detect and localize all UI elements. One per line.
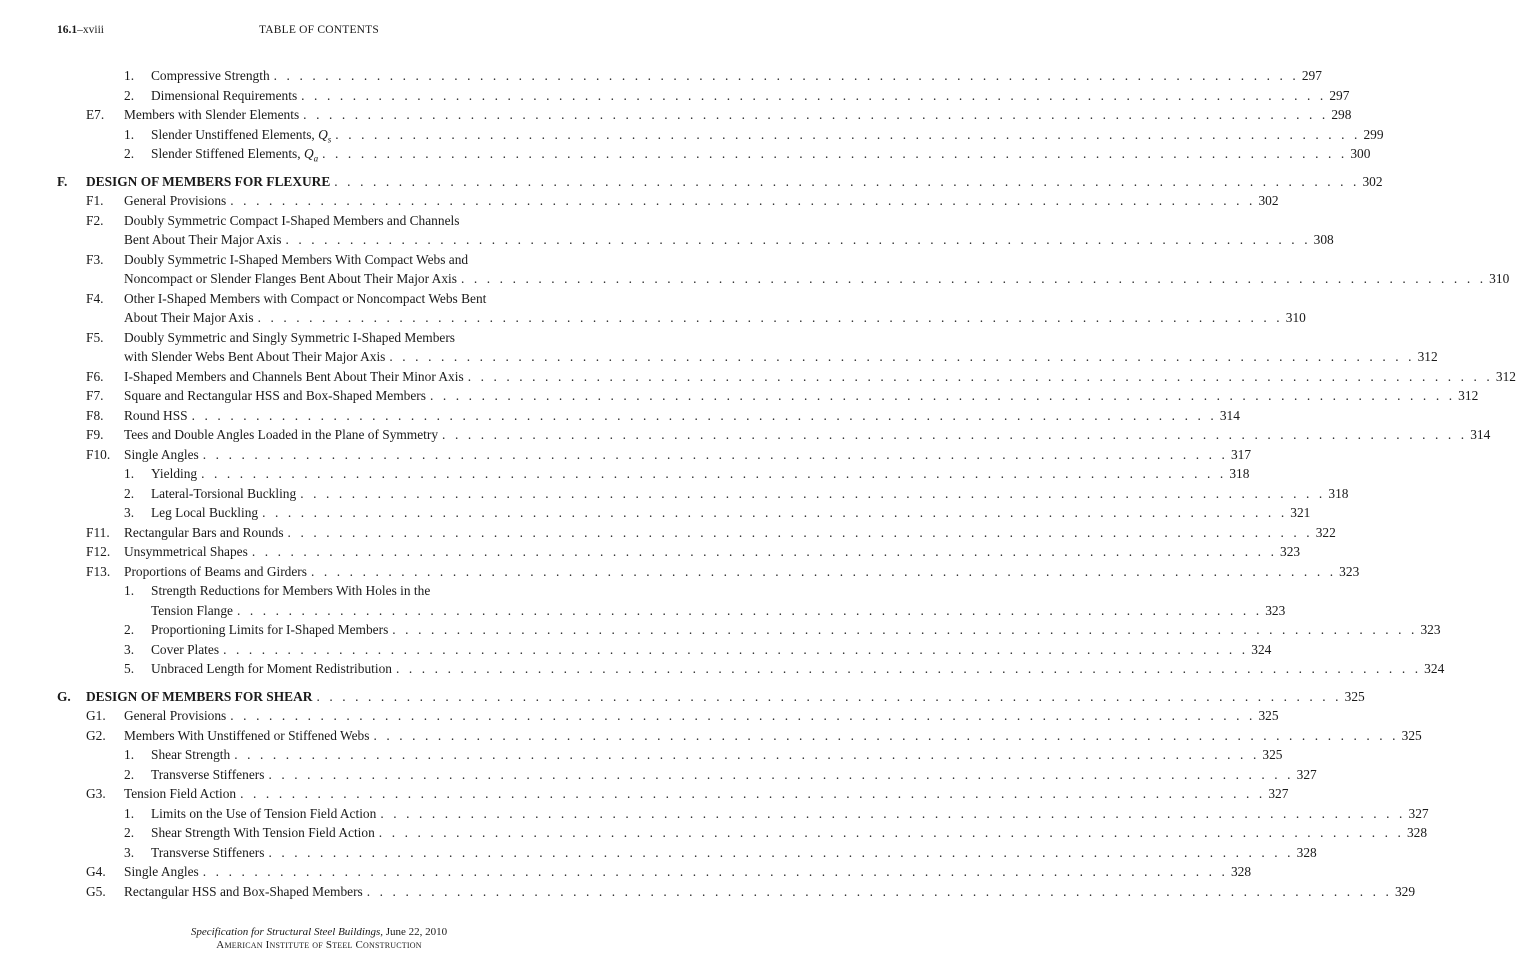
toc-entry-number: 2.	[124, 485, 135, 501]
toc-entry-body	[124, 250, 472, 270]
toc-entry-page: 300	[1350, 146, 1371, 161]
toc-entry-title-text: Strength Reductions for Members With Holes in the	[151, 583, 431, 598]
toc-entry	[0, 862, 1252, 882]
toc-entry-number: F6.	[86, 368, 104, 384]
toc-entry-page: 323	[1420, 622, 1441, 637]
toc-entry-page: 321	[1290, 505, 1311, 520]
toc-entry-title-text: Noncompact or Slender Flanges Bent About Their Major Axis	[124, 271, 457, 286]
toc-entry-title-text: Bent About Their Major Axis	[124, 232, 282, 247]
toc-entry-number: F13.	[86, 563, 111, 579]
toc-entry-number: 2.	[124, 87, 135, 103]
toc-entry-page: 328	[1296, 844, 1317, 860]
toc-entry-number: F9.	[86, 427, 104, 442]
toc-entry	[0, 581, 638, 601]
toc-entry-page: 310	[1285, 310, 1306, 325]
toc-entry-page: 314	[1470, 427, 1491, 442]
dot-leader: . . . . . . . . . . . . . . . . . . . . . . . . . . . . . . . . . . . . . . . . . . . . . . . . . . . . . . . . . . . . . . . . . . . . . . . . . . . . . . . .	[442, 427, 1468, 442]
toc-entry-number: 1.	[124, 805, 135, 821]
toc-entry-body	[124, 542, 1301, 562]
spec-title: Specification for Structural Steel Buildings,	[190, 926, 383, 938]
toc-entry-page: 322	[1315, 524, 1336, 540]
toc-entry-body	[124, 425, 1491, 445]
toc-entry-number: F11.	[86, 524, 110, 540]
toc-entry-page: 312	[1417, 349, 1438, 364]
organization-name: American Institute of Steel Construction	[216, 939, 422, 951]
toc-entry	[0, 745, 1283, 765]
toc-entry-title-text: Doubly Symmetric Compact I-Shaped Members and Channels	[124, 212, 460, 228]
toc-entry-title-text: About Their Major Axis	[124, 310, 254, 325]
toc-entry-title	[124, 211, 463, 231]
toc-entry-title	[124, 191, 230, 211]
toc-entry-title	[124, 347, 389, 367]
toc-entry-title	[151, 659, 396, 679]
toc-entry-body	[124, 230, 1334, 250]
toc-entry-number: G3.	[86, 786, 106, 801]
toc-entry	[0, 425, 1491, 445]
dot-leader: . . . . . . . . . . . . . . . . . . . . . . . . . . . . . . . . . . . . . . . . . . . . . . . . . . . . . . . . . . . . . . . . . . . . . . . . . . . . . . . .	[373, 727, 1399, 743]
dot-leader: . . . . . . . . . . . . . . . . . . . . . . . . . . . . . . . . . . . . . . . . . . . . . . . . . . . . . . . . . . . . . . . . . . . . . . . . . . . . . . . .	[223, 641, 1249, 657]
toc-entry-symbol: Q	[303, 146, 314, 161]
toc-entry-number: 5.	[124, 661, 135, 676]
toc-entry-title-text: Single Angles	[124, 864, 199, 879]
toc-entry-body	[151, 66, 1322, 86]
toc-entry-number: F7.	[86, 388, 104, 403]
toc-entry-title	[124, 542, 252, 562]
toc-entry	[0, 230, 1334, 250]
page-number: 16.1–xviii	[57, 24, 104, 36]
toc-entry-title	[124, 706, 230, 726]
toc-entry	[0, 144, 1371, 164]
toc-entry-body	[124, 784, 1289, 804]
spec-date: June 22, 2010	[383, 926, 448, 938]
toc-entry-number: 2.	[124, 766, 135, 782]
toc-entry	[0, 484, 1349, 504]
toc-entry	[0, 269, 1510, 289]
toc-entry-title	[124, 882, 367, 902]
toc-entry	[0, 726, 1422, 746]
toc-entry-title	[151, 843, 268, 863]
toc-entry-title	[151, 464, 201, 484]
toc-entry-title-text: Members With Unstiffened or Stiffened Webs	[124, 727, 370, 743]
toc-entry	[0, 620, 1441, 640]
toc-entry-number: F.	[57, 173, 68, 189]
toc-entry-title	[124, 862, 203, 882]
toc-entry-page: 324	[1251, 641, 1272, 657]
toc-entry-body	[151, 86, 1350, 106]
toc-entry-title-text: Transverse Stiffeners	[151, 844, 265, 860]
toc-entry-title-text: Yielding	[151, 466, 198, 481]
toc-entry-body	[124, 882, 1416, 902]
dot-leader: . . . . . . . . . . . . . . . . . . . . . . . . . . . . . . . . . . . . . . . . . . . . . . . . . . . . . . . . . . . . . . . . . . . . . . . . . . . . . . . .	[322, 146, 1348, 161]
toc-entry	[0, 542, 1301, 562]
toc-entry-page: 325	[1344, 688, 1365, 704]
toc-entry-title	[151, 765, 268, 785]
toc-entry-title	[124, 784, 240, 804]
toc-entry-title-text: Slender Unstiffened Elements,	[151, 126, 319, 142]
toc-entry-body	[124, 706, 1279, 726]
toc-entry-title	[124, 269, 461, 289]
toc-entry-title	[124, 308, 258, 328]
toc-entry	[0, 784, 1289, 804]
dot-leader: . . . . . . . . . . . . . . . . . . . . . . . . . . . . . . . . . . . . . . . . . . . . . . . . . . . . . . . . . . . . . . . . . . . . . . . . . . . . . . . .	[395, 661, 1422, 676]
toc-entry-title	[124, 445, 203, 465]
toc-entry-page: 323	[1265, 602, 1286, 618]
toc-entry	[0, 706, 1279, 726]
toc-entry-body	[151, 144, 1371, 169]
dot-leader: . . . . . . . . . . . . . . . . . . . . . . . . . . . . . . . . . . . . . . . . . . . . . . . . . . . . . . . . . . . . . . . . . . . . . . . . . . . . . . . .	[237, 602, 1263, 618]
toc-entry-title-text: DESIGN OF MEMBERS FOR FLEXURE	[86, 173, 331, 189]
toc-entry-body	[124, 445, 1252, 465]
toc-entry-title	[124, 386, 430, 406]
toc-entry-title	[151, 620, 392, 640]
toc-entry-body	[151, 601, 1286, 621]
toc-entry-title-text: Tension Flange	[151, 602, 233, 618]
toc-entry	[0, 464, 1250, 484]
toc-entry-title-text: Doubly Symmetric and Singly Symmetric I-Shaped Members	[124, 329, 455, 345]
toc-entry-title-text: Square and Rectangular HSS and Box-Shaped Members	[124, 388, 426, 403]
toc-entry-title-text: Transverse Stiffeners	[151, 766, 265, 782]
toc-entry-title	[151, 66, 274, 86]
toc-entry-number: G2.	[86, 727, 106, 743]
toc-entry-title-text: Shear Strength With Tension Field Action	[151, 825, 375, 840]
toc-entry-body	[151, 484, 1349, 504]
toc-entry-page: 327	[1408, 805, 1429, 821]
toc-entry-page: 314	[1219, 407, 1240, 423]
toc-entry-page: 317	[1230, 446, 1252, 462]
dot-leader: . . . . . . . . . . . . . . . . . . . . . . . . . . . . . . . . . . . . . . . . . . . . . . . . . . . . . . . . . . . . . . . . . . . . . . . . . . . . . . . .	[262, 505, 1288, 520]
dot-leader: . . . . . . . . . . . . . . . . . . . . . . . . . . . . . . . . . . . . . . . . . . . . . . . . . . . . . . . . . . . . . . . . . . . . . . . . . . . . . . . .	[268, 844, 1294, 860]
toc-entry-page: 302	[1258, 193, 1279, 208]
toc-entry-body	[124, 726, 1422, 746]
toc-entry-title	[151, 86, 301, 106]
toc-entry	[0, 562, 1360, 582]
toc-entry-number: 1.	[124, 466, 135, 481]
toc-entry-body	[124, 562, 1360, 582]
dot-leader: . . . . . . . . . . . . . . . . . . . . . . . . . . . . . . . . . . . . . . . . . . . . . . . . . . . . . . . . . . . . . . . . . . . . . . . . . . . . . . . .	[334, 173, 1360, 189]
toc-entry-body	[124, 386, 1479, 406]
toc-entry-number: G5.	[86, 883, 106, 899]
dot-leader: . . . . . . . . . . . . . . . . . . . . . . . . . . . . . . . . . . . . . . . . . . . . . . . . . . . . . . . . . . . . . . . . . . . . . . . . . . . . . . . .	[230, 708, 1256, 723]
dot-leader: . . . . . . . . . . . . . . . . . . . . . . . . . . . . . . . . . . . . . . . . . . . . . . . . . . . . . . . . . . . . . . . . . . . . . . . . . . . . . . . .	[268, 766, 1294, 782]
dot-leader: . . . . . . . . . . . . . . . . . . . . . . . . . . . . . . . . . . . . . . . . . . . . . . . . . . . . . . . . . . . . . . . . . . . . . . . . . . . . . . . .	[301, 87, 1327, 103]
toc-entry-body	[124, 347, 1438, 367]
toc-entry-number: 2.	[124, 146, 135, 161]
toc-entry-page: 318	[1229, 466, 1250, 481]
toc-entry-number: 1.	[124, 747, 135, 762]
toc-entry	[0, 882, 1416, 902]
toc-entry-body	[124, 523, 1336, 543]
toc-entry-body	[151, 581, 434, 601]
toc-entry-title-text: Rectangular HSS and Box-Shaped Members	[124, 883, 363, 899]
toc-entry-number: 2.	[124, 825, 135, 840]
toc-entry-title-text: Tees and Double Angles Loaded in the Plane of Symmetry	[124, 427, 439, 442]
toc-entry-body	[124, 289, 490, 309]
toc-entry	[0, 328, 638, 348]
toc-entry-number: F10.	[86, 446, 111, 462]
toc-entry	[0, 601, 1286, 621]
toc-entry-page: 298	[1331, 107, 1352, 122]
dot-leader: . . . . . . . . . . . . . . . . . . . . . . . . . . . . . . . . . . . . . . . . . . . . . . . . . . . . . . . . . . . . . . . . . . . . . . . . . . . . . . . .	[191, 407, 1217, 423]
toc-entry-number: 2.	[124, 622, 135, 637]
toc-entry-body	[151, 659, 1445, 679]
toc-entry-title	[124, 105, 303, 125]
toc-entry-number: 1.	[124, 68, 135, 83]
toc-entry-symbol: Q	[318, 126, 328, 142]
toc-entry-title	[151, 144, 322, 169]
toc-entry-body	[151, 464, 1250, 484]
toc-entry	[0, 172, 1383, 192]
toc-entry-title	[124, 328, 459, 348]
toc-entry-title	[124, 289, 490, 309]
dot-leader: . . . . . . . . . . . . . . . . . . . . . . . . . . . . . . . . . . . . . . . . . . . . . . . . . . . . . . . . . . . . . . . . . . . . . . . . . . . . . . . .	[378, 825, 1404, 840]
toc-entry-page: 323	[1280, 544, 1301, 559]
toc-entry-number: G1.	[86, 708, 106, 723]
toc-entry-title	[151, 484, 300, 504]
toc-entry-subscript: a	[313, 153, 319, 164]
toc-entry-page: 325	[1258, 708, 1279, 723]
toc-entry-page: 297	[1301, 68, 1322, 83]
toc-entry-title	[124, 425, 442, 445]
toc-entry-body	[151, 640, 1272, 660]
toc-entry-title	[151, 503, 262, 523]
toc-entry-title	[151, 640, 223, 660]
toc-entry-title-text: Leg Local Buckling	[151, 505, 259, 520]
toc-entry-body	[124, 367, 1516, 387]
toc-entry-page: 328	[1230, 864, 1252, 879]
toc-entry-body	[124, 308, 1306, 328]
toc-entry-page: 297	[1329, 87, 1350, 103]
toc-entry	[0, 503, 1311, 523]
toc-entry	[0, 191, 1279, 211]
toc-entry-number: 3.	[124, 505, 135, 520]
toc-entry-body	[124, 862, 1252, 882]
toc-entry-number: E7.	[86, 107, 105, 122]
toc-entry	[0, 823, 1428, 843]
table-of-contents	[0, 66, 1516, 901]
toc-entry-title-text: Other I-Shaped Members with Compact or Noncompact Webs Bent	[124, 290, 487, 306]
toc-entry-title	[151, 745, 234, 765]
toc-entry-body	[151, 804, 1429, 824]
toc-entry-body	[151, 823, 1428, 843]
toc-entry-body	[151, 620, 1441, 640]
dot-leader: . . . . . . . . . . . . . . . . . . . . . . . . . . . . . . . . . . . . . . . . . . . . . . . . . . . . . . . . . . . . . . . . . . . . . . . . . . . . . . . .	[273, 68, 1299, 83]
dot-leader: . . . . . . . . . . . . . . . . . . . . . . . . . . . . . . . . . . . . . . . . . . . . . . . . . . . . . . . . . . . . . . . . . . . . . . . . . . . . . . . .	[310, 563, 1337, 579]
toc-entry-number: F4.	[86, 290, 104, 306]
toc-entry-title-text: Shear Strength	[151, 747, 231, 762]
toc-entry-number: G4.	[86, 864, 106, 879]
dot-leader: . . . . . . . . . . . . . . . . . . . . . . . . . . . . . . . . . . . . . . . . . . . . . . . . . . . . . . . . . . . . . . . . . . . . . . . . . . . . . . . .	[366, 883, 1392, 899]
toc-entry-title	[151, 804, 380, 824]
toc-entry-title-text: Cover Plates	[151, 641, 220, 657]
toc-entry-body	[151, 503, 1311, 523]
toc-entry-title	[124, 726, 373, 746]
toc-entry-title-text: Proportions of Beams and Girders	[124, 563, 307, 579]
toc-entry-page: 328	[1406, 825, 1428, 840]
toc-entry-title-text: Rectangular Bars and Rounds	[124, 524, 284, 540]
dot-leader: . . . . . . . . . . . . . . . . . . . . . . . . . . . . . . . . . . . . . . . . . . . . . . . . . . . . . . . . . . . . . . . . . . . . . . . . . . . . . . . .	[202, 446, 1228, 462]
toc-entry-title-text: I-Shaped Members and Channels Bent About Their Minor Axis	[124, 368, 464, 384]
toc-entry-page: 324	[1424, 661, 1445, 676]
dot-leader: . . . . . . . . . . . . . . . . . . . . . . . . . . . . . . . . . . . . . . . . . . . . . . . . . . . . . . . . . . . . . . . . . . . . . . . . . . . . . . . .	[285, 232, 1311, 247]
toc-entry-number: 1.	[124, 583, 135, 598]
toc-entry	[0, 250, 638, 270]
toc-entry-page: 310	[1489, 271, 1510, 286]
toc-entry-page: 323	[1339, 563, 1360, 579]
dot-leader: . . . . . . . . . . . . . . . . . . . . . . . . . . . . . . . . . . . . . . . . . . . . . . . . . . . . . . . . . . . . . . . . . . . . . . . . . . . . . . . .	[240, 786, 1266, 801]
toc-entry-title-text: Dimensional Requirements	[151, 87, 298, 103]
toc-entry	[0, 659, 1445, 679]
toc-entry	[0, 66, 1322, 86]
toc-entry-title	[151, 823, 379, 843]
toc-entry-page: 299	[1363, 126, 1384, 142]
toc-entry-number: 3.	[124, 641, 135, 657]
toc-entry-body	[124, 269, 1510, 289]
dot-leader: . . . . . . . . . . . . . . . . . . . . . . . . . . . . . . . . . . . . . . . . . . . . . . . . . . . . . . . . . . . . . . . . . . . . . . . . . . . . . . . .	[392, 622, 1418, 637]
toc-entry	[0, 523, 1336, 543]
toc-entry	[0, 445, 1252, 465]
toc-entry-title	[124, 250, 472, 270]
dot-leader: . . . . . . . . . . . . . . . . . . . . . . . . . . . . . . . . . . . . . . . . . . . . . . . . . . . . . . . . . . . . . . . . . . . . . . . . . . . . . . . .	[300, 485, 1326, 501]
toc-entry-title-text: Lateral-Torsional Buckling	[151, 485, 297, 501]
toc-entry-page: 312	[1495, 368, 1516, 384]
toc-entry-page: 318	[1328, 485, 1349, 501]
toc-entry	[0, 804, 1429, 824]
toc-entry-title-text: Tension Field Action	[124, 786, 237, 801]
dot-leader: . . . . . . . . . . . . . . . . . . . . . . . . . . . . . . . . . . . . . . . . . . . . . . . . . . . . . . . . . . . . . . . . . . . . . . . . . . . . . . . .	[429, 388, 1456, 403]
toc-entry-number: G.	[57, 688, 71, 704]
toc-entry-number: F1.	[86, 193, 104, 208]
toc-entry-title-text: Limits on the Use of Tension Field Action	[151, 805, 377, 821]
toc-entry-body	[124, 406, 1240, 426]
dot-leader: . . . . . . . . . . . . . . . . . . . . . . . . . . . . . . . . . . . . . . . . . . . . . . . . . . . . . . . . . . . . . . . . . . . . . . . . . . . . . . . .	[234, 747, 1260, 762]
toc-entry-body	[151, 745, 1283, 765]
toc-entry-page: 312	[1458, 388, 1479, 403]
toc-entry-title-text: Members with Slender Elements	[124, 107, 300, 122]
toc-entry	[0, 406, 1240, 426]
toc-entry-number: F3.	[86, 251, 104, 267]
page-footer	[0, 926, 638, 952]
toc-entry	[0, 367, 1516, 387]
toc-entry	[0, 86, 1350, 106]
dot-leader: . . . . . . . . . . . . . . . . . . . . . . . . . . . . . . . . . . . . . . . . . . . . . . . . . . . . . . . . . . . . . . . . . . . . . . . . . . . . . . . .	[389, 349, 1415, 364]
toc-entry-title-text: Proportioning Limits for I-Shaped Members	[151, 622, 389, 637]
toc-entry-body	[124, 105, 1352, 125]
toc-entry-body	[151, 843, 1317, 863]
toc-entry-title	[124, 367, 468, 387]
toc-entry-title-text: Unsymmetrical Shapes	[124, 544, 248, 559]
dot-leader: . . . . . . . . . . . . . . . . . . . . . . . . . . . . . . . . . . . . . . . . . . . . . . . . . . . . . . . . . . . . . . . . . . . . . . . . . . . . . . . .	[251, 544, 1278, 559]
dot-leader: . . . . . . . . . . . . . . . . . . . . . . . . . . . . . . . . . . . . . . . . . . . . . . . . . . . . . . . . . . . . . . . . . . . . . . . . . . . . . . . .	[303, 107, 1329, 122]
toc-entry-page: 302	[1362, 173, 1383, 189]
toc-entry-title-text: General Provisions	[124, 708, 227, 723]
toc-entry-title	[124, 406, 192, 426]
toc-entry-page: 325	[1401, 727, 1422, 743]
toc-entry-title-text: General Provisions	[124, 193, 227, 208]
dot-leader: . . . . . . . . . . . . . . . . . . . . . . . . . . . . . . . . . . . . . . . . . . . . . . . . . . . . . . . . . . . . . . . . . . . . . . . . . . . . . . . .	[202, 864, 1228, 879]
dot-leader: . . . . . . . . . . . . . . . . . . . . . . . . . . . . . . . . . . . . . . . . . . . . . . . . . . . . . . . . . . . . . . . . . . . . . . . . . . . . . . . .	[460, 271, 1487, 286]
toc-entry-title-text: Slender Stiffened Elements,	[151, 146, 304, 161]
toc-entry-title-text: Round HSS	[124, 407, 188, 423]
toc-entry	[0, 687, 1365, 707]
toc-entry-body	[124, 191, 1279, 211]
toc-entry	[0, 289, 638, 309]
toc-entry-body	[124, 328, 459, 348]
toc-entry-number: F5.	[86, 329, 104, 345]
toc-entry-body	[86, 687, 1365, 707]
toc-entry-title-text: Doubly Symmetric I-Shaped Members With Compact Webs and	[124, 251, 469, 267]
dot-leader: . . . . . . . . . . . . . . . . . . . . . . . . . . . . . . . . . . . . . . . . . . . . . . . . . . . . . . . . . . . . . . . . . . . . . . . . . . . . . . . .	[380, 805, 1406, 821]
toc-entry-subscript: s	[327, 134, 332, 145]
dot-leader: . . . . . . . . . . . . . . . . . . . . . . . . . . . . . . . . . . . . . . . . . . . . . . . . . . . . . . . . . . . . . . . . . . . . . . . . . . . . . . . .	[467, 368, 1493, 384]
dot-leader: . . . . . . . . . . . . . . . . . . . . . . . . . . . . . . . . . . . . . . . . . . . . . . . . . . . . . . . . . . . . . . . . . . . . . . . . . . . . . . . .	[257, 310, 1283, 325]
toc-entry-number: 3.	[124, 844, 135, 860]
toc-entry-page: 327	[1268, 786, 1289, 801]
toc-entry	[0, 211, 638, 231]
toc-entry-title	[151, 601, 237, 621]
toc-entry	[0, 125, 1384, 145]
dot-leader: . . . . . . . . . . . . . . . . . . . . . . . . . . . . . . . . . . . . . . . . . . . . . . . . . . . . . . . . . . . . . . . . . . . . . . . . . . . . . . . .	[316, 688, 1342, 704]
dot-leader: . . . . . . . . . . . . . . . . . . . . . . . . . . . . . . . . . . . . . . . . . . . . . . . . . . . . . . . . . . . . . . . . . . . . . . . . . . . . . . . .	[335, 126, 1361, 142]
toc-entry	[0, 765, 1317, 785]
toc-entry-title	[124, 523, 288, 543]
toc-entry	[0, 308, 1306, 328]
toc-entry-title	[86, 172, 334, 192]
running-title: TABLE OF CONTENTS	[258, 24, 380, 36]
toc-entry-title-text: DESIGN OF MEMBERS FOR SHEAR	[86, 688, 313, 704]
dot-leader: . . . . . . . . . . . . . . . . . . . . . . . . . . . . . . . . . . . . . . . . . . . . . . . . . . . . . . . . . . . . . . . . . . . . . . . . . . . . . . . .	[201, 466, 1227, 481]
toc-entry-page: 329	[1394, 883, 1416, 899]
toc-entry-title-text: with Slender Webs Bent About Their Major Axis	[124, 349, 386, 364]
toc-entry	[0, 386, 1479, 406]
toc-entry-title-text: Unbraced Length for Moment Redistribution	[151, 661, 392, 676]
dot-leader: . . . . . . . . . . . . . . . . . . . . . . . . . . . . . . . . . . . . . . . . . . . . . . . . . . . . . . . . . . . . . . . . . . . . . . . . . . . . . . . .	[230, 193, 1256, 208]
dot-leader: . . . . . . . . . . . . . . . . . . . . . . . . . . . . . . . . . . . . . . . . . . . . . . . . . . . . . . . . . . . . . . . . . . . . . . . . . . . . . . . .	[287, 524, 1313, 540]
toc-entry-page: 308	[1313, 232, 1334, 247]
toc-entry-body	[86, 172, 1383, 192]
toc-entry-number: F2.	[86, 212, 104, 228]
toc-entry-number: F12.	[86, 544, 111, 559]
toc-entry	[0, 640, 1272, 660]
toc-entry-title	[86, 687, 316, 707]
toc-entry-title-text: Compressive Strength	[151, 68, 270, 83]
footer-citation	[0, 926, 638, 939]
toc-entry	[0, 105, 1352, 125]
toc-entry-title	[124, 562, 311, 582]
toc-entry-number: F8.	[86, 407, 104, 423]
toc-entry	[0, 843, 1317, 863]
page-header	[0, 24, 638, 42]
toc-entry	[0, 347, 1438, 367]
toc-entry-number: 1.	[124, 126, 135, 142]
toc-entry-body	[124, 211, 463, 231]
toc-entry-body	[151, 765, 1317, 785]
toc-entry-title	[151, 581, 434, 601]
toc-entry-title	[124, 230, 285, 250]
toc-entry-page: 327	[1296, 766, 1317, 782]
toc-entry-page: 325	[1262, 747, 1283, 762]
toc-entry-title-text: Single Angles	[124, 446, 199, 462]
